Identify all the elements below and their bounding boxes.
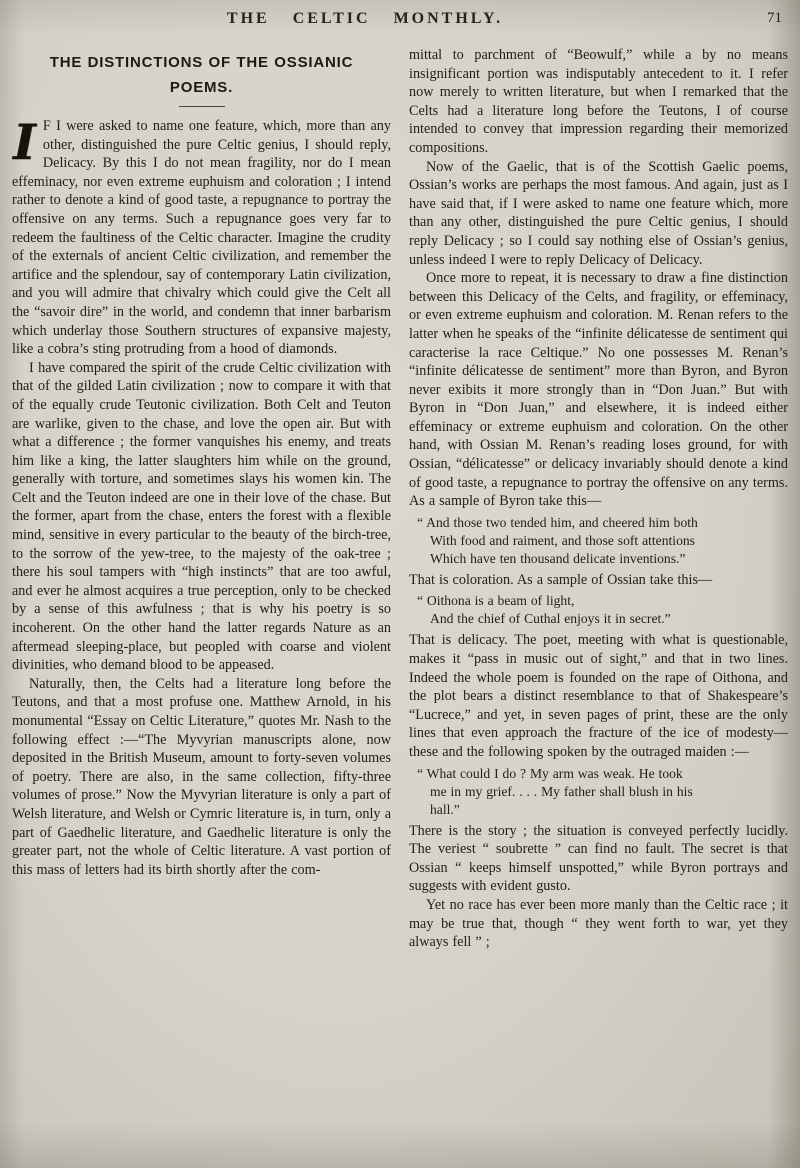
verse-line: Which have ten thousand delicate inventions.” — [430, 550, 686, 566]
paragraph-text: F I were asked to name one feature, which, more than any other, distinguished the pure Celtic genius, I should reply, Delicacy. By this I do not mean fragility, nor do I mean effeminacy, nor even extreme euphuism and coloration ; I intend rather to denote a kind of good taste, a repugnance to portray the offensive on any terms. Such a repugnance goes very far to redeem the faultiness of the Celtic character. Imagine the crudity of the externals of ancient Celtic civilization, and remember the artifice and the splendour, say of contemporary Latin civilization, and you will admire that chivalry which could give the Celt all the “savoir dire” in the world, and condemn that inner barbarism which underlay those Southern structures of expansive majesty, like a cobra’s sting protruding from a hood of diamonds. — [12, 118, 391, 358]
paragraph: That is delicacy. The poet, meeting with what is questionable, makes it “pass in music out of sight,” and that in two lines. Indeed the whole poem is founded on the rape of Oithona, and the plot bears a distinct resemblance to that of Shakespeare’s “Lucrece,” and yet, in seven pages of print, these are the only lines that even approach the fracture of the ice of modesty— these and the following spoken by the outraged maiden :— — [409, 632, 788, 760]
verse-line: And the chief of Cuthal enjoys it in secret.” — [430, 611, 671, 627]
paragraph: I have compared the spirit of the crude Celtic civilization with that of the gilded Latin civilization ; now to compare it with that of the equally crude Teutonic civilization. Both Celt and Teuton are warlike, given to the chase, and love the open air. But with what a difference ; the former vanquishes his enemy, and treats him like a king, the latter slaughters him while on the ground, generally with torture, and sometimes slays his women kin. The Celt and the Teuton indeed are one in their love of the chase. But the former, apart from the chase, enters the forest with a flexible mind, sensitive in every particular to the beauty of the birch-tree, to the sorrow of the yew-tree, to the majesty of the oak-tree ; there his soul tampers with “high instincts” that are too awful, and ever he almost acquires a true perception, only to be checked by a sense of this awfulness ; that is why his poetry is so incoherent. On the other hand the latter regards Nature as an aftermead sleeping-place, but peopled with coarse and violent divinities, who demand blood to be appeased. — [12, 359, 391, 674]
article-columns — [0, 42, 800, 952]
verse-line: With food and raiment, and those soft attentions — [430, 532, 695, 548]
verse-line: me in my grief. . . . My father shall blush in his — [430, 783, 693, 799]
paragraph: Naturally, then, the Celts had a literature long before the Teutons, and that a most profuse one. Matthew Arnold, in his monumental “Essay on Celtic Literature,” quotes Mr. Nash to the following effect :—“The Myvyrian manuscripts alone, now deposited in the British Museum, amount to forty-seven volumes of poetry. There are also, in the same collection, fifty-three volumes of prose.” Now the Myvyrian literature is only a part of Welsh literature, and Welsh or Cymric literature is, in turn, only a part of Gaedhelic literature, and Gaedhelic literature is only the greater part, not the whole of Celtic literature. A vast portion of this mass of letters had its birth shortly after the com- — [12, 675, 391, 878]
verse-line: “ And those two tended him, and cheered him both — [417, 514, 698, 530]
verse-quote — [417, 514, 788, 568]
page-number: 71 — [767, 10, 782, 26]
left-column — [12, 46, 391, 952]
article-title — [12, 46, 391, 100]
journal-title: THE CELTIC MONTHLY. — [226, 10, 504, 27]
paragraph: Now of the Gaelic, that is of the Scottish Gaelic poems, Ossian’s works are perhaps the most famous. And again, just as I have said that, if I were asked to name one feature which, more than any other, distinguished the pure Celtic genius, I should reply Delicacy ; so I could say nothing else of Ossian’s genius, unless indeed I were to reply Delicacy of Delicacy. — [409, 158, 788, 268]
title-divider — [179, 106, 225, 107]
right-column — [409, 46, 788, 952]
verse-quote — [417, 592, 788, 628]
paragraph: mittal to parchment of “Beowulf,” while a by no means insignificant portion was indisputably antecedent to it. I refer now merely to written literature, but when I remarked that the Celts had a literature long before the Teutons, I of course intended to convey that impression regarding their memorized compositions. — [409, 47, 788, 156]
paragraph: Once more to repeat, it is necessary to draw a fine distinction between this Delicacy of the Celts, and fragility, or effeminacy, or even extreme euphuism and coloration. M. Renan refers to the latter when he speaks of the “infinite délicatesse de sentiment qui caracterise la race Celtique.” No one possesses M. Renan’s “infinite délicatesse de sentiment” more than Byron, and Byron never exibits it more strongly than in “Don Juan.” But with Byron in “Don Juan,” and elsewhere, it is indeed either effeminacy or extreme euphuism and coloration. On the other hand, with Ossian M. Renan’s reading loses ground, for with Ossian, “délicatesse” or delicacy invariably should denote a kind of good taste, a repugnance to portray the offensive on any terms. As a sample of Byron take this— — [409, 270, 788, 510]
verse-line: hall.” — [430, 801, 460, 817]
article-title-line1: THE DISTINCTIONS OF THE OSSIANIC — [49, 54, 354, 71]
verse-line: “ Oithona is a beam of light, — [417, 593, 575, 609]
paragraph — [12, 113, 391, 359]
paragraph: There is the story ; the situation is conveyed perfectly lucidly. The veriest “ soubrette ” can find no fault. The secret is that Ossian “ keeps himself unspotted,” while Byron portrays and suggests with evident gusto. — [409, 822, 788, 895]
paragraph: That is coloration. As a sample of Ossian take this— — [409, 571, 713, 588]
verse-line: “ What could I do ? My arm was weak. He took — [417, 765, 683, 781]
drop-cap-initial: I — [13, 113, 36, 171]
page-header — [0, 0, 800, 42]
article-title-line2: POEMS. — [169, 79, 234, 96]
paragraph: Yet no race has ever been more manly than the Celtic race ; it may be true that, though “ they went forth to war, yet they always fell ” ; — [409, 896, 788, 951]
verse-quote — [417, 765, 788, 819]
